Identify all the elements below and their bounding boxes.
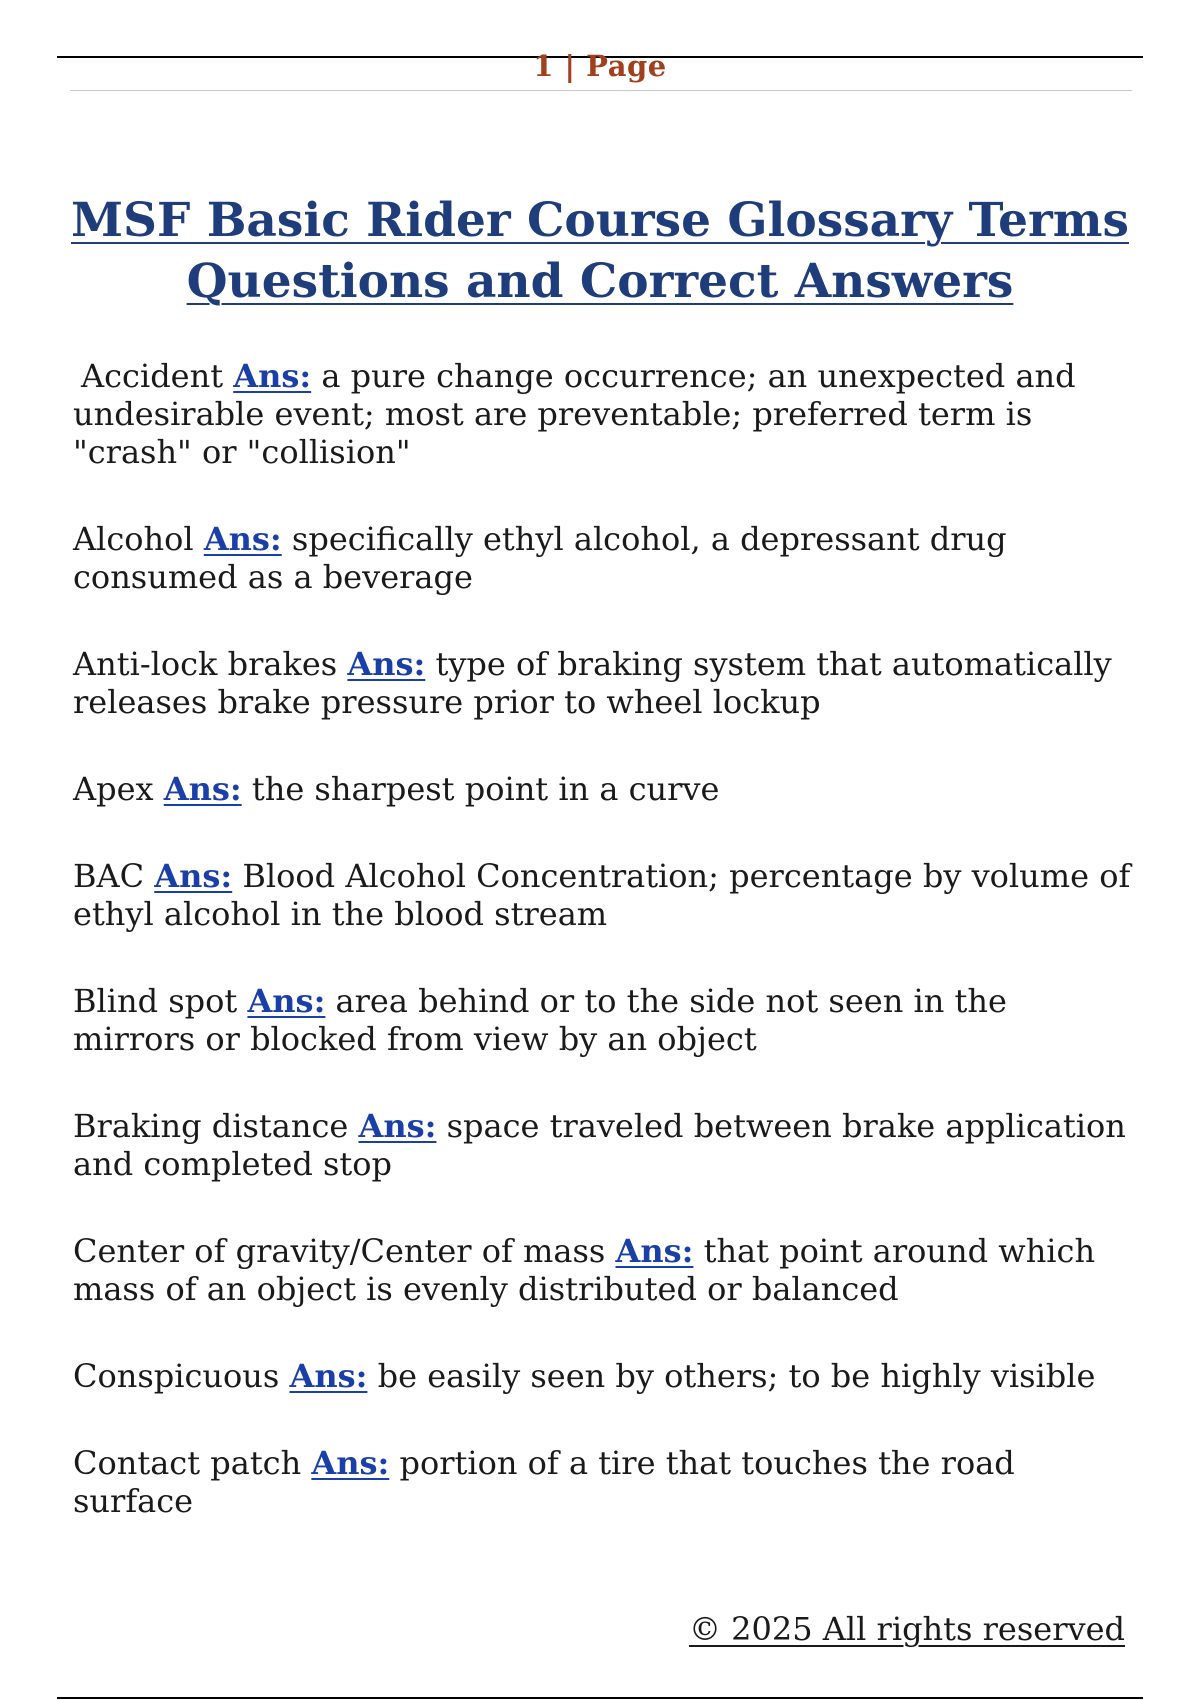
answer-link[interactable]: Ans:: [311, 1444, 390, 1482]
glossary-entry: [73, 1357, 1133, 1395]
entry-term: Apex: [73, 770, 154, 808]
glossary-entry: [73, 770, 1133, 808]
entry-definition: a pure change occurrence; an unexpected and undesirable event; most are preventable; preferred term is "crash" or "collision": [73, 357, 1076, 471]
entry-term: BAC: [73, 857, 145, 895]
glossary-entry: [73, 520, 1133, 596]
entry-definition: specifically ethyl alcohol, a depressant drug consumed as a beverage: [73, 520, 1007, 596]
entry-term: Center of gravity/Center of mass: [73, 1232, 606, 1270]
answer-link[interactable]: Ans:: [358, 1107, 437, 1145]
answer-link[interactable]: Ans:: [615, 1232, 694, 1270]
entry-term: Accident: [81, 357, 224, 395]
page-number: 1 | Page: [533, 49, 667, 83]
title-line-1: MSF Basic Rider Course Glossary Terms: [71, 193, 1129, 248]
header-bottom-rule: [70, 90, 1132, 91]
entry-definition: area behind or to the side not seen in the mirrors or blocked from view by an object: [73, 982, 1007, 1058]
entry-definition: portion of a tire that touches the road surface: [73, 1444, 1015, 1520]
title-line-2: Questions and Correct Answers: [186, 254, 1014, 309]
answer-link[interactable]: Ans:: [163, 770, 242, 808]
entry-term: Alcohol: [73, 520, 194, 558]
glossary-list: [73, 357, 1133, 1569]
entry-term: Blind spot: [73, 982, 238, 1020]
answer-link[interactable]: Ans:: [154, 857, 233, 895]
entry-term: Conspicuous: [73, 1357, 280, 1395]
entry-definition: that point around which mass of an object is evenly distributed or balanced: [73, 1232, 1096, 1308]
entry-definition: Blood Alcohol Concentration; percentage by volume of ethyl alcohol in the blood stream: [73, 857, 1131, 933]
glossary-entry: [73, 857, 1133, 933]
entry-definition: space traveled between brake application and completed stop: [73, 1107, 1126, 1183]
entry-term: Contact patch: [73, 1444, 302, 1482]
glossary-entry: [73, 645, 1133, 721]
answer-link[interactable]: Ans:: [289, 1357, 368, 1395]
glossary-entry: [73, 1232, 1133, 1308]
document-title: [0, 190, 1200, 312]
footer-rule: [57, 1697, 1143, 1699]
answer-link[interactable]: Ans:: [203, 520, 282, 558]
entry-term: Anti-lock brakes: [73, 645, 338, 683]
answer-link[interactable]: Ans:: [247, 982, 326, 1020]
entry-definition: the sharpest point in a curve: [251, 770, 720, 808]
answer-link[interactable]: Ans:: [347, 645, 426, 683]
glossary-entry: [73, 357, 1133, 471]
copyright-notice: © 2025 All rights reserved: [689, 1610, 1125, 1648]
entry-term: Braking distance: [73, 1107, 349, 1145]
answer-link[interactable]: Ans:: [233, 357, 312, 395]
glossary-entry: [73, 1444, 1133, 1520]
glossary-entry: [73, 982, 1133, 1058]
entry-definition: be easily seen by others; to be highly visible: [377, 1357, 1096, 1395]
entry-definition: type of braking system that automatically releases brake pressure prior to wheel lockup: [73, 645, 1112, 721]
glossary-entry: [73, 1107, 1133, 1183]
